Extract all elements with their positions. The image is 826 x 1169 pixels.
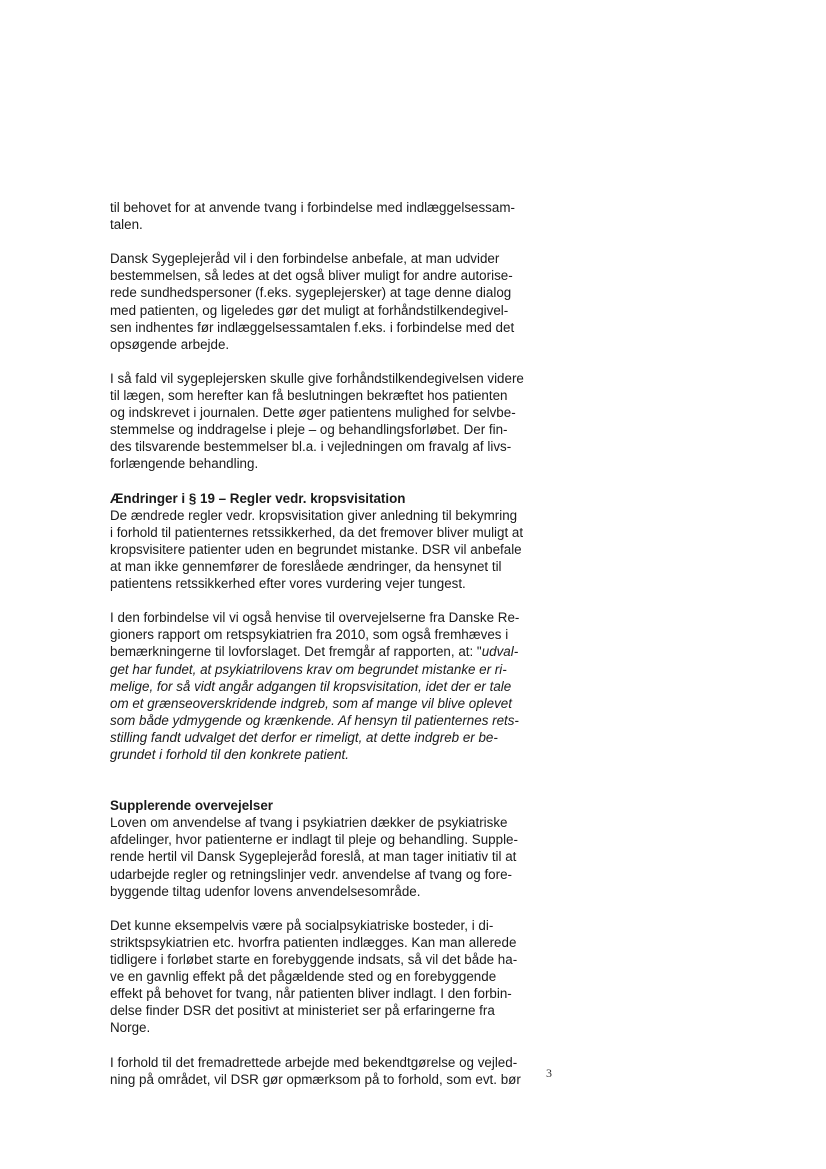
section-heading: Supplerende overvejelser [110,798,273,814]
text-line: ning på området, vil DSR gør opmærksom på to forhold, som evt. bør [110,1071,521,1087]
text-line: at man ikke gennemfører de foreslåede ændringer, da hensynet til [110,558,502,574]
text-line: stemmelse og inddragelse i pleje – og behandlingsforløbet. Der fin- [110,422,508,438]
text-line: ve en gavnlig effekt på det pågældende sted og en forebyggende [110,969,497,985]
text-line: De ændrede regler vedr. kropsvisitation giver anledning til bekymring [110,507,518,523]
quote-line: grundet i forhold til den konkrete patient. [110,747,349,762]
text-line: tidligere i forløbet starte en forebyggende indsats, så vil det både ha- [110,952,518,968]
text-line: med patienten, og ligeledes gør det muligt at forhåndstilkendegivel- [110,302,509,318]
text-line: I så fald vil sygeplejersken skulle give forhåndstilkendegivelsen videre [110,370,524,386]
quote-line: som både ydmygende og krænkende. Af hensyn til patienternes rets- [110,712,519,728]
text-line: Dansk Sygeplejeråd vil i den forbindelse anbefale, at man udvider [110,251,500,267]
text-line: kropsvisitere patienter uden en begrundet mistanke. DSR vil anbefale [110,541,522,557]
text-line: bestemmelsen, så ledes at det også bliver muligt for andre autorise- [110,268,513,284]
text-line: I forhold til det fremadrettede arbejde med bekendtgørelse og vejled- [110,1054,518,1070]
text-line: striktspsykiatrien etc. hvorfra patienten indlægges. Kan man allerede [110,934,517,950]
quote-line: melige, for så vidt angår adgangen til kropsvisitation, idet der er tale [110,678,512,694]
text-line: Loven om anvendelse af tvang i psykiatrien dækker de psykiatriske [110,815,508,831]
quote-line: get har fundet, at psykiatrilovens krav om begrundet mistanke er ri- [110,661,507,677]
text-line: byggende tiltag udenfor lovens anvendelsesområde. [110,883,421,899]
paragraph-3 [110,370,580,473]
paragraph-1 [110,199,580,233]
page-number: 3 [546,1066,552,1080]
text-segment: bemærkningerne til lovforslaget. Det fremgår af rapporten, at: " [110,644,482,660]
text-line: I den forbindelse vil vi også henvise til overvejelserne fra Danske Re- [110,610,520,626]
text-line: til behovet for at anvende tvang i forbindelse med indlæggelsessam- [110,200,515,215]
text-line: og indskrevet i journalen. Dette øger patientens mulighed for selvbe- [110,405,516,421]
text-line: Det kunne eksempelvis være på socialpsykiatriske bosteder, i di- [110,917,494,933]
paragraph-2 [110,250,580,353]
section-heading: Ændringer i § 19 – Regler vedr. kropsvisitation [110,490,406,506]
paragraph-bosteder [110,917,580,1037]
text-line: delse finder DSR det positivt at ministeriet ser på erfaringerne fra [110,1003,495,1019]
text-line: des tilsvarende bestemmelser bl.a. i vejledningen om fravalg af livs- [110,439,512,455]
section-supplerende [110,797,580,900]
paragraph-quote [110,609,580,763]
text-line: talen. [110,217,143,233]
text-line: Norge. [110,1020,151,1036]
text-line: rende hertil vil Dansk Sygeplejeråd foreslå, at man tager initiativ til at [110,849,517,865]
text-line: gioners rapport om retspsykiatrien fra 2010, som også fremhæves i [110,627,509,643]
spacer [110,780,580,797]
text-line: rede sundhedspersoner (f.eks. sygeplejersker) at tage denne dialog [110,285,512,301]
text-line: til lægen, som herefter kan få beslutningen bekræftet hos patienten [110,388,508,404]
document-body [110,199,580,1105]
section-kropsvisitation [110,490,580,593]
quote-text: udval- [481,644,519,660]
text-line: patientens retssikkerhed efter vores vurdering vejer tungest. [110,576,466,592]
text-line: sen indhentes før indlæggelsessamtalen f.eks. i forbindelse med det [110,319,515,335]
text-line: i forhold til patienternes retssikkerhed, da det fremover bliver muligt at [110,524,524,540]
quote-line: om et grænseoverskridende indgreb, som af mange vil blive oplevet [110,695,512,711]
text-line [110,643,580,660]
paragraph-fremadrettede [110,1054,580,1088]
text-line: afdelinger, hvor patienterne er indlagt til pleje og behandling. Supple- [110,832,518,848]
text-line: opsøgende arbejde. [110,336,230,352]
text-line: effekt på behovet for tvang, når patienten bliver indlagt. I den forbin- [110,986,512,1002]
text-line: udarbejde regler og retningslinjer vedr. anvendelse af tvang og fore- [110,866,512,882]
text-line: forlængende behandling. [110,456,259,472]
quote-line: stilling fandt udvalget det derfor er rimeligt, at dette indgreb er be- [110,729,498,745]
